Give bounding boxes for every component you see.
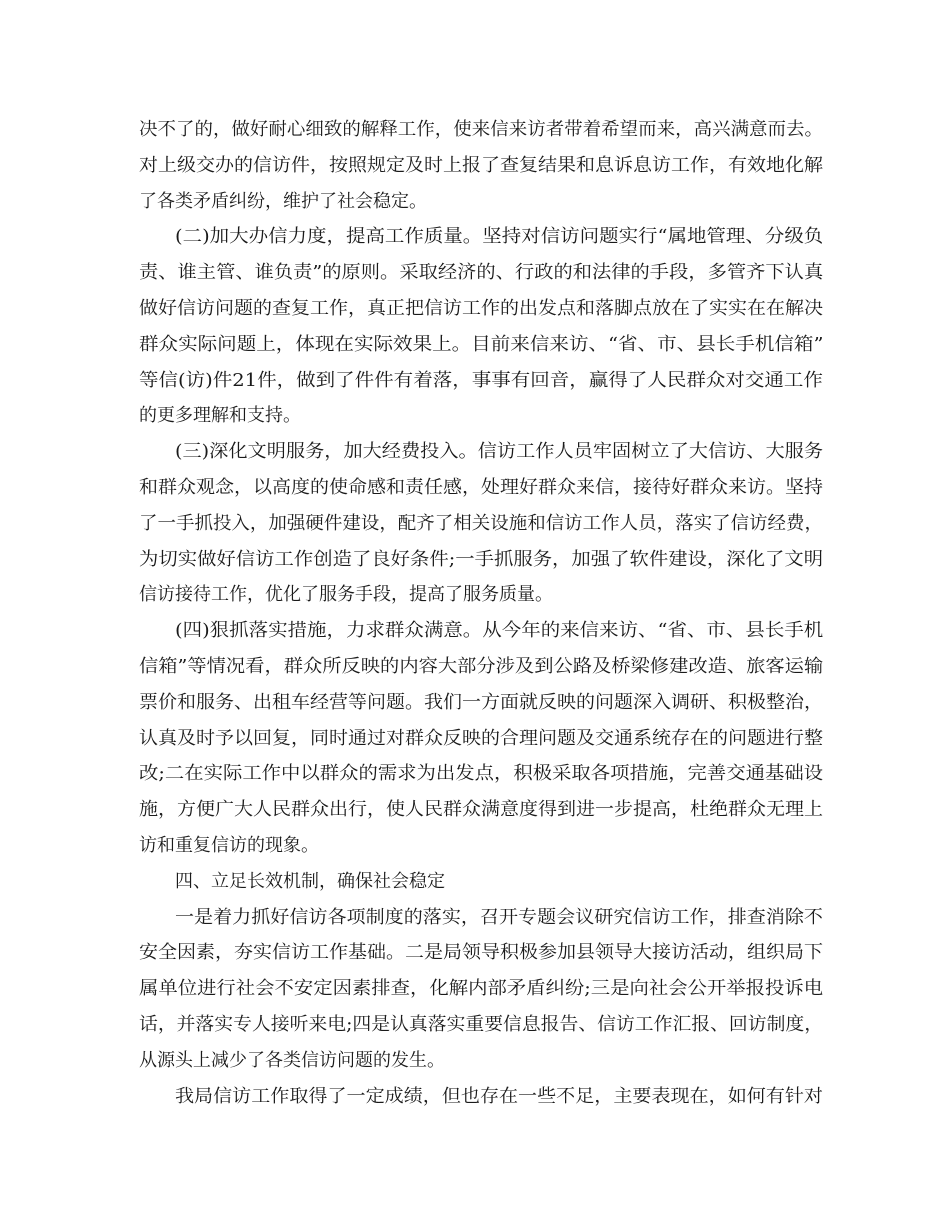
text-line: (三)深化文明服务，加大经费投入。信访工作人员牢固树立了大信访、大服务 xyxy=(175,441,824,463)
text-line: 访和重复信访的现象。 xyxy=(139,835,319,856)
text-line: 安全因素，夯实信访工作基础。二是局领导积极参加县领导大接访活动，组织局下 xyxy=(139,942,823,964)
text-line: 话，并落实专人接听来电;四是认真落实重要信息报告、信访工作汇报、回访制度， xyxy=(139,1014,824,1035)
text-line: 了一手抓投入，加强硬件建设，配齐了相关设施和信访工作人员，落实了信访经费， xyxy=(139,512,823,534)
text-line: 等信(访)件21件，做到了件件有着落，事事有回音，赢得了人民群众对交通工作 xyxy=(139,369,823,391)
text-line: 信箱”等情况看，群众所反映的内容大部分涉及到公路及桥梁修建改造、旅客运输 xyxy=(139,656,824,677)
text-line: 信访接待工作，优化了服务手段，提高了服务质量。 xyxy=(139,584,553,606)
text-line: 票价和服务、出租车经营等问题。我们一方面就反映的问题深入调研、积极整治， xyxy=(139,691,823,713)
text-line: 从源头上减少了各类信访问题的发生。 xyxy=(139,1049,445,1071)
text-line: 施，方便广大人民群众出行，使人民群众满意度得到进一步提高，杜绝群众无理上 xyxy=(139,799,823,821)
text-line: 决不了的，做好耐心细致的解释工作，使来信来访者带着希望而来，高兴满意而去。 xyxy=(139,119,823,140)
text-line: 属单位进行社会不安定因素排查，化解内部矛盾纠纷;三是向社会公开举报投诉电 xyxy=(139,978,824,1000)
text-line: 我局信访工作取得了一定成绩，但也存在一些不足，主要表现在，如何有针对 xyxy=(175,1085,824,1107)
text-line: 责、谁主管、谁负责”的原则。采取经济的、行政的和法律的手段，多管齐下认真 xyxy=(139,262,824,284)
text-line: 认真及时予以回复，同时通过对群众反映的合理问题及交通系统存在的问题进行整 xyxy=(139,727,823,749)
text-line: (四)狠抓落实措施，力求群众满意。从今年的来信来访、“省、市、县长手机 xyxy=(175,620,824,642)
text-line: 了各类矛盾纠纷，维护了社会稳定。 xyxy=(139,190,427,212)
text-line: 一是着力抓好信访各项制度的落实，召开专题会议研究信访工作，排查消除不 xyxy=(175,906,824,928)
text-line: 改;二在实际工作中以群众的需求为出发点，积极采取各项措施，完善交通基础设 xyxy=(139,763,824,785)
text-line: (二)加大办信力度，提高工作质量。坚持对信访问题实行“属地管理、分级负 xyxy=(175,226,824,248)
text-line: 和群众观念，以高度的使命感和责任感，处理好群众来信，接待好群众来访。坚持 xyxy=(139,477,823,498)
text-line: 群众实际问题上，体现在实际效果上。目前来信来访、“省、市、县长手机信箱” xyxy=(139,333,824,355)
section-heading: 四、立足长效机制，确保社会稳定 xyxy=(175,870,445,892)
text-line: 对上级交办的信访件，按照规定及时上报了查复结果和息诉息访工作，有效地化解 xyxy=(139,154,823,176)
text-line: 为切实做好信访工作创造了良好条件;一手抓服务，加强了软件建设，深化了文明 xyxy=(139,548,824,570)
text-line: 的更多理解和支持。 xyxy=(139,405,301,427)
text-line: 做好信访问题的查复工作，真正把信访工作的出发点和落脚点放在了实实在在解决 xyxy=(139,298,823,319)
